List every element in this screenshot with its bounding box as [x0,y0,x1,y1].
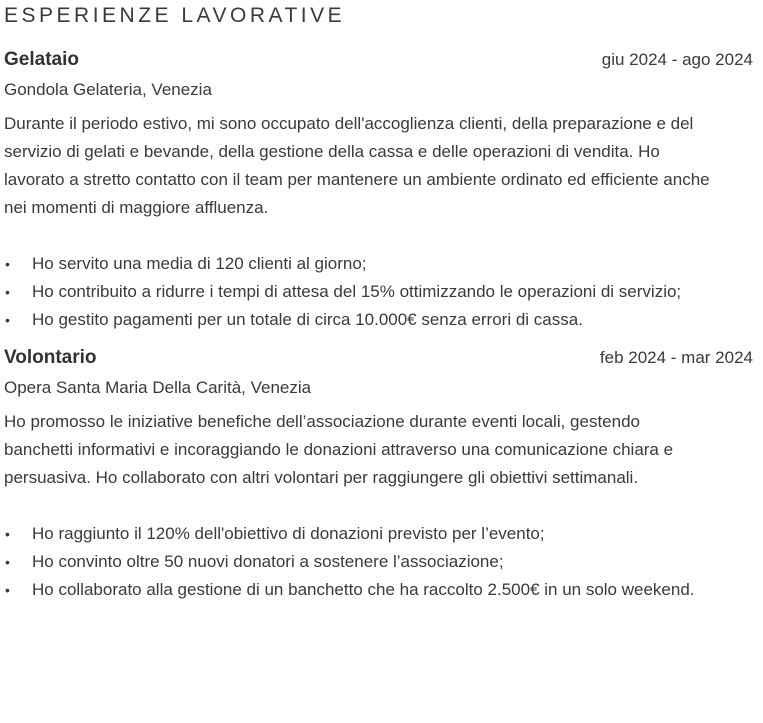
job-title: Gelataio [4,49,79,70]
list-item-text: Ho gestito pagamenti per un totale di circa 10.000€ senza errori di cassa. [32,310,583,329]
bullet-icon: • [5,582,10,598]
list-item [4,576,753,604]
job-description: Durante il periodo estivo, mi sono occupato dell'accoglienza clienti, della preparazione e del servizio di gelati e bevande, della gestione della cassa e delle operazioni di vendita. Ho lavorato a stretto contatto con il team per mantenere un ambiente ordinato ed efficiente anche nei momenti di maggiore affluenza. [4,114,710,217]
job-company: Gondola Gelateria, Venezia [4,80,212,99]
list-item [4,548,753,576]
list-item [4,306,753,334]
bullet-icon: • [5,256,10,272]
job-title: Volontario [4,347,97,368]
job-dates: feb 2024 - mar 2024 [599,348,753,367]
job-description: Ho promosso le iniziative benefiche dell’associazione durante eventi locali, gestendo banchetti informativi e incoraggiando le donazioni attraverso una comunicazione chiara e persuasiva. Ho collaborato con altri volontari per raggiungere gli obiettivi settimanali. [4,412,674,487]
bullet-icon: • [5,526,10,542]
bullet-icon: • [5,284,10,300]
list-item [4,520,753,548]
job-header [4,342,753,374]
job-achievements-list [4,250,753,334]
job-dates: giu 2024 - ago 2024 [601,50,753,69]
section-title: ESPERIENZE LAVORATIVE [4,4,346,27]
list-item-text: Ho contribuito a ridurre i tempi di attesa del 15% ottimizzando le operazioni di servizio; [32,282,682,301]
job-entry-gelataio [4,44,753,334]
list-item [4,250,753,278]
bullet-icon: • [5,554,10,570]
list-item-text: Ho raggiunto il 120% dell'obiettivo di donazioni previsto per l’evento; [32,524,545,543]
list-item-text: Ho servito una media di 120 clienti al giorno; [32,254,367,273]
job-company: Opera Santa Maria Della Carità, Venezia [4,378,312,397]
list-item [4,278,753,306]
bullet-icon: • [5,312,10,328]
list-item-text: Ho collaborato alla gestione di un banchetto che ha raccolto 2.500€ in un solo weekend. [32,580,695,599]
list-item-text: Ho convinto oltre 50 nuovi donatori a sostenere l’associazione; [32,552,504,571]
job-entry-volontario [4,342,753,604]
job-header [4,44,753,76]
job-achievements-list [4,520,753,604]
